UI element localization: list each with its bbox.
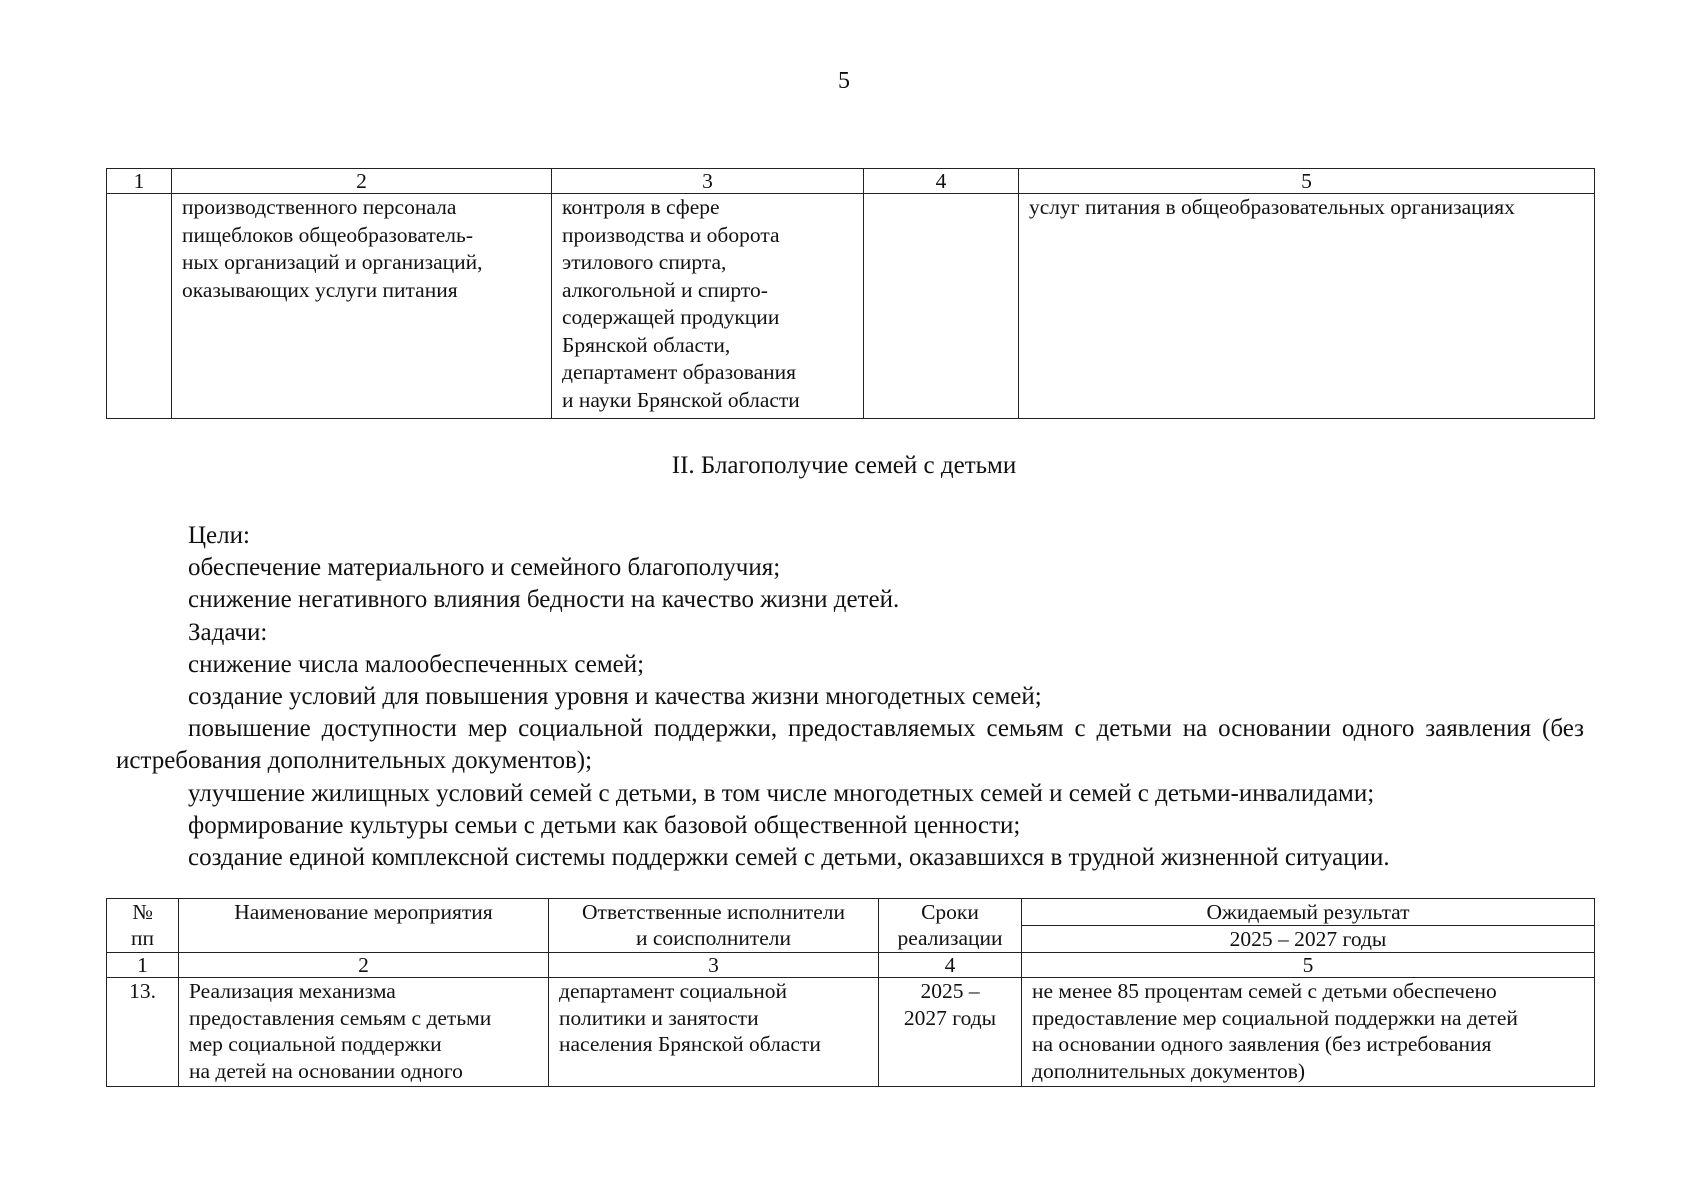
goals-heading: Цели:	[188, 522, 250, 549]
goal-item: снижение негативного влияния бедности на качество жизни детей.	[188, 586, 900, 614]
task-item: повышение доступности мер социальной поддержки, предоставляемых семьям с детьми на основании одного заявления (без истребования дополнительных документов);	[116, 715, 1584, 775]
responsible-executors: контроля в сфере производства и оборота этилового спирта, алкогольной и спирто- содержащей продукции Брянской области, департамент образования и науки Брянской области	[552, 194, 864, 419]
row-number	[107, 194, 172, 419]
activities-table	[106, 898, 1595, 1087]
column-number-row	[107, 953, 1595, 978]
col-number-4: 4	[879, 953, 1022, 978]
activities-table-continued	[106, 168, 1595, 419]
task-item: снижение числа малообеспеченных семей;	[188, 650, 645, 678]
expected-result: услуг питания в общеобразовательных организациях	[1019, 194, 1595, 419]
responsible-executors: департамент социальной политики и занятости населения Брянской области	[549, 978, 879, 1087]
section-title: II. Благополучие семей с детьми	[671, 452, 1017, 479]
goal-item: обеспечение материального и семейного благополучия;	[188, 554, 781, 582]
col-number-2: 2	[179, 953, 549, 978]
header-number: № пп	[107, 899, 179, 953]
col-number-5: 5	[1019, 169, 1595, 194]
header-terms: Сроки реализации	[879, 899, 1022, 953]
col-number-2: 2	[172, 169, 552, 194]
col-number-3: 3	[552, 169, 864, 194]
page-number: 5	[838, 68, 850, 94]
tasks-heading: Задачи:	[188, 618, 268, 646]
table-row	[107, 978, 1595, 1087]
goals-and-tasks	[116, 520, 1584, 874]
col-number-4: 4	[864, 169, 1019, 194]
task-item: формирование культуры семьи с детьми как базовой общественной ценности;	[188, 811, 1021, 839]
header-expected-result: Ожидаемый результат	[1022, 899, 1595, 926]
header-activity-name: Наименование мероприятия	[179, 899, 549, 953]
task-item: создание единой комплексной системы поддержки семей с детьми, оказавшихся в трудной жизненной ситуации.	[188, 844, 1390, 872]
column-number-row	[107, 169, 1595, 194]
task-item: создание условий для повышения уровня и качества жизни многодетных семей;	[188, 683, 1042, 711]
task-item: улучшение жилищных условий семей с детьми, в том числе многодетных семей и семей с детьми-инвалидами;	[188, 779, 1375, 807]
implementation-terms	[864, 194, 1019, 419]
activity-name: производственного персонала пищеблоков общеобразователь- ных организаций и организаций, оказывающих услуги питания	[172, 194, 552, 419]
col-number-3: 3	[549, 953, 879, 978]
table-header-row	[107, 899, 1595, 926]
col-number-1: 1	[107, 169, 172, 194]
header-result-years: 2025 – 2027 годы	[1022, 926, 1595, 953]
implementation-terms: 2025 – 2027 годы	[879, 978, 1022, 1087]
expected-result: не менее 85 процентам семей с детьми обеспечено предоставление мер социальной поддержки на детей на основании одного заявления (без истребования дополнительных документов)	[1022, 978, 1595, 1087]
col-number-5: 5	[1022, 953, 1595, 978]
table-row	[107, 194, 1595, 419]
row-number: 13.	[107, 978, 179, 1087]
col-number-1: 1	[107, 953, 179, 978]
activity-name: Реализация механизма предоставления семьям с детьми мер социальной поддержки на детей на основании одного	[179, 978, 549, 1087]
header-executors: Ответственные исполнители и соисполнители	[549, 899, 879, 953]
